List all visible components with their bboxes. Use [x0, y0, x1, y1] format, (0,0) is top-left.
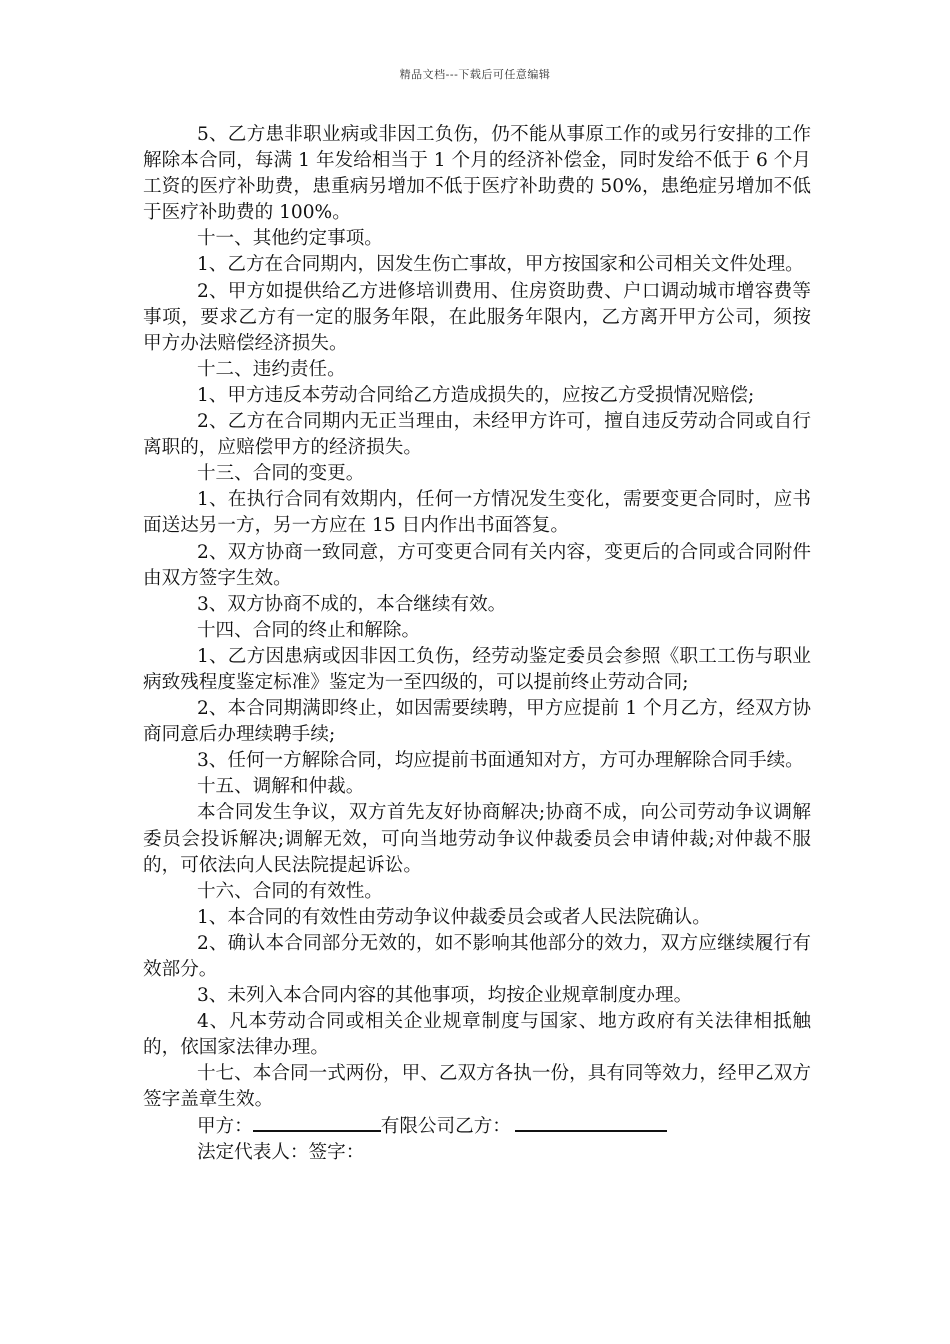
clause-11-2: 2、甲方如提供给乙方进修培训费用、住房资助费、户口调动城市增容费等事项，要求乙方有一定的服务年限，在此服务年限内，乙方离开甲方公司，须按甲方办法赔偿经济损失。 [143, 280, 811, 354]
clause-15-body: 本合同发生争议，双方首先友好协商解决;协商不成，向公司劳动争议调解委员会投诉解决;调解无效，可向当地劳动争议仲裁委员会申请仲裁;对仲裁不服的，可依法向人民法院提起诉讼。 [143, 802, 811, 876]
clause-14-3: 3、任何一方解除合同，均应提前书面通知对方，方可办理解除合同手续。 [196, 750, 804, 772]
clause-13-3: 3、双方协商不成的，本合继续有效。 [196, 593, 507, 615]
clause-13-1: 1、在执行合同有效期内，任何一方情况发生变化，需要变更合同时，应书面送达另一方，另一方应在 15 日内作出书面答复。 [143, 489, 811, 537]
signature-line-parties [143, 1114, 811, 1140]
section-17-body: 十七、本合同一式两份，甲、乙双方各执一份，具有同等效力，经甲乙双方签字盖章生效。 [143, 1063, 811, 1111]
clause-11-1: 1、乙方在合同期内，因发生伤亡事故，甲方按国家和公司相关文件处理。 [196, 254, 804, 276]
party-b-blank [515, 1116, 667, 1132]
section-16-heading: 十六、合同的有效性。 [196, 880, 383, 902]
section-15-heading: 十五、调解和仲裁。 [196, 776, 365, 798]
section-11-heading: 十一、其他约定事项。 [196, 228, 383, 250]
section-12-heading: 十二、违约责任。 [196, 358, 346, 380]
company-suffix-label: 有限公司乙方： [380, 1115, 511, 1137]
clause-14-1: 1、乙方因患病或因非因工负伤，经劳动鉴定委员会参照《职工工伤与职业病致残程度鉴定标准》鉴定为一至四级的，可以提前终止劳动合同; [143, 645, 811, 693]
clause-14-2: 2、本合同期满即终止，如因需要续聘，甲方应提前 1 个月乙方，经双方协商同意后办理续聘手续; [143, 698, 811, 746]
legal-rep-label: 法定代表人：签字： [196, 1141, 365, 1163]
clause-13-2: 2、双方协商一致同意，方可变更合同有关内容，变更后的合同或合同附件由双方签字生效。 [143, 541, 811, 589]
clause-12-2: 2、乙方在合同期内无正当理由，未经甲方许可，擅自违反劳动合同或自行离职的，应赔偿甲方的经济损失。 [143, 411, 811, 459]
clause-16-4: 4、凡本劳动合同或相关企业规章制度与国家、地方政府有关法律相抵触的，依国家法律办理。 [143, 1011, 811, 1059]
section-13-heading: 十三、合同的变更。 [196, 463, 365, 485]
party-a-blank [253, 1116, 381, 1132]
clause-16-2: 2、确认本合同部分无效的，如不影响其他部分的效力，双方应继续履行有效部分。 [143, 932, 811, 980]
contract-body [143, 122, 811, 1166]
clause-10-5: 5、乙方患非职业病或非因工负伤，仍不能从事原工作的或另行安排的工作解除本合同，每满 1 年发给相当于 1 个月的经济补偿金，同时发给不低于 6 个月工资的医疗补助费，患重病另增加不低于医疗补助费的 50%，患绝症另增加不低于医疗补助费的 100%。 [143, 124, 811, 224]
clause-16-3: 3、未列入本合同内容的其他事项，均按企业规章制度办理。 [196, 985, 693, 1007]
clause-16-1: 1、本合同的有效性由劳动争议仲裁委员会或者人民法院确认。 [196, 906, 711, 928]
party-a-label: 甲方： [196, 1115, 253, 1137]
clause-12-1: 1、甲方违反本劳动合同给乙方造成损失的，应按乙方受损情况赔偿; [196, 384, 755, 406]
page-header: 精品文档---下载后可任意编辑 [399, 68, 551, 81]
section-14-heading: 十四、合同的终止和解除。 [196, 619, 421, 641]
